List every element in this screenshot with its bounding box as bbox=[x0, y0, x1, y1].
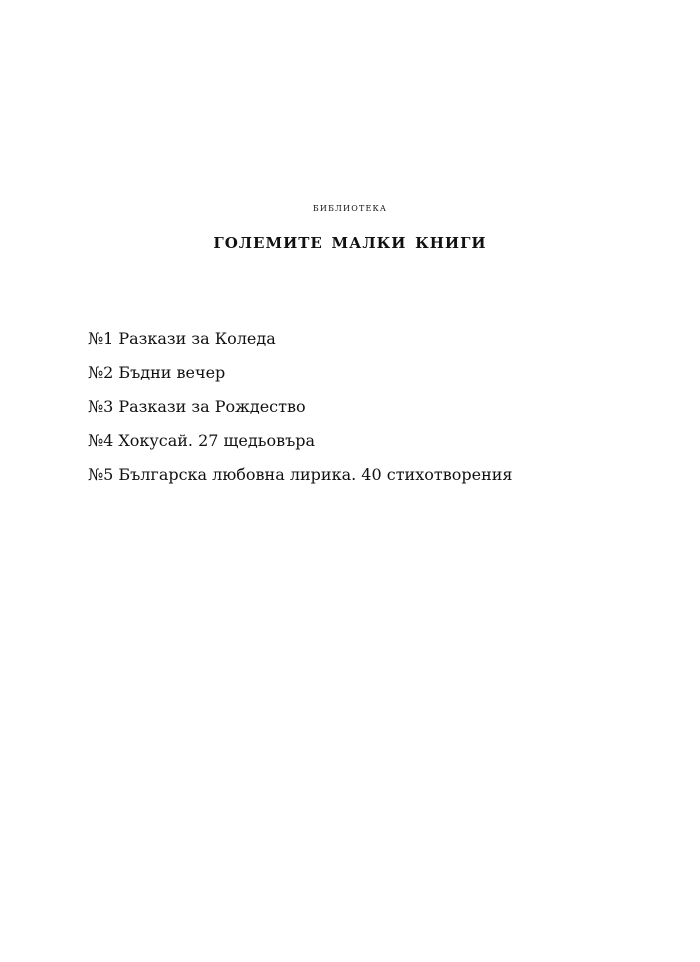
book-title: Българска любовна лирика. 40 стихотворения bbox=[118, 465, 513, 484]
series-title: големите малки книги bbox=[213, 228, 487, 254]
book-title: Разкази за Коледа bbox=[118, 329, 276, 348]
list-item bbox=[88, 363, 512, 383]
book-title: Бъдни вечер bbox=[118, 363, 226, 382]
book-title: Разкази за Рождество bbox=[118, 397, 306, 416]
book-number: №5 bbox=[88, 465, 114, 484]
book-number: №4 bbox=[88, 431, 114, 450]
book-number: №1 bbox=[88, 329, 114, 348]
book-number: №2 bbox=[88, 363, 114, 382]
list-item bbox=[88, 431, 512, 451]
book-title: Хокусай. 27 щедьовъра bbox=[118, 431, 316, 450]
series-label: библиотека bbox=[312, 200, 388, 214]
list-item bbox=[88, 329, 512, 349]
book-list bbox=[88, 329, 512, 499]
list-item bbox=[88, 397, 512, 417]
list-item bbox=[88, 465, 512, 485]
book-number: №3 bbox=[88, 397, 114, 416]
